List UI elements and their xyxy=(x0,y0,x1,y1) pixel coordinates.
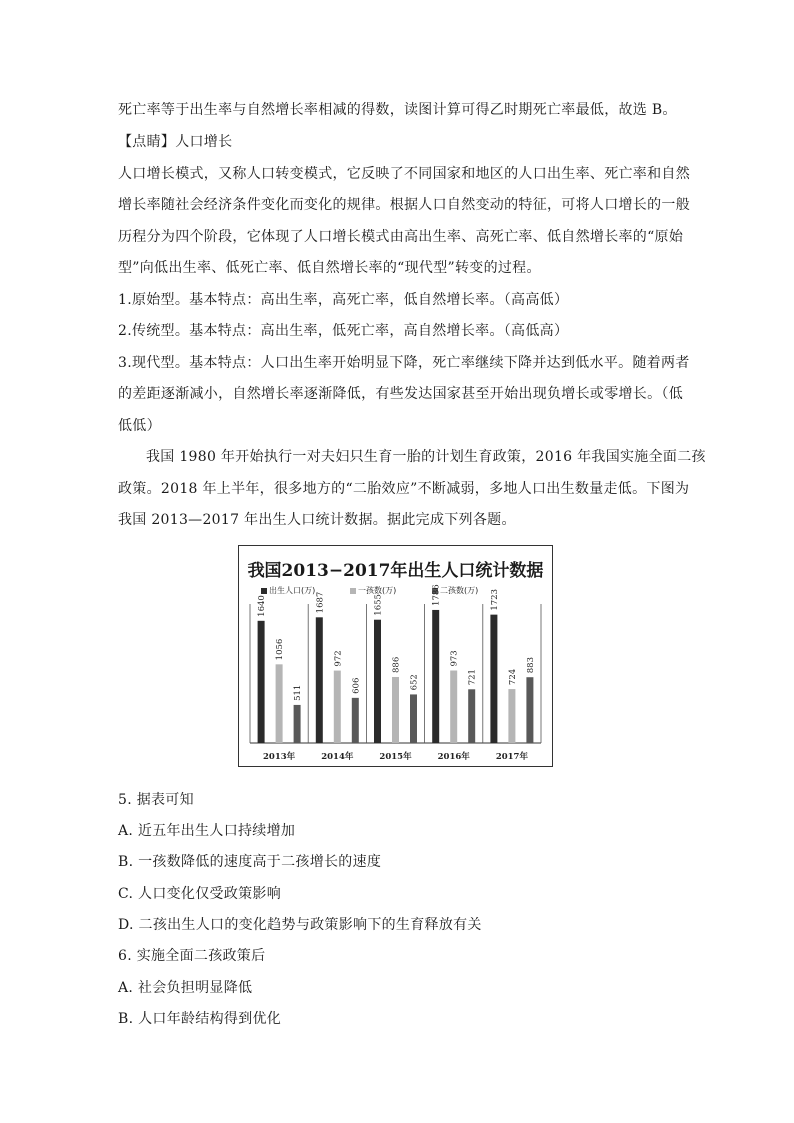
data-label: 1640 xyxy=(257,595,268,617)
x-tick-label: 2016年 xyxy=(437,752,470,762)
bar xyxy=(352,698,359,743)
question-6: 6. 实施全面二孩政策后 xyxy=(118,948,266,964)
paragraph-line: 政策。2018 年上半年，很多地方的“二胎效应”不断减弱，多地人口出生数量走低。下图为 xyxy=(118,481,690,497)
data-label: 1786 xyxy=(431,584,442,606)
option-5b: B. 一孩数降低的速度高于二孩增长的速度 xyxy=(118,854,382,870)
bar xyxy=(392,677,399,743)
x-tick-label: 2014年 xyxy=(321,752,354,762)
data-label: 721 xyxy=(467,669,478,686)
legend-label-births: 出生人口(万) xyxy=(269,586,316,595)
bar xyxy=(450,671,457,743)
paragraph-line: 我国 2013—2017 年出生人口统计数据。据此完成下列各题。 xyxy=(118,512,516,528)
bar xyxy=(276,664,283,743)
question-5: 5. 据表可知 xyxy=(118,792,194,808)
paragraph-line: 历程分为四个阶段，它体现了人口增长模式由高出生率、高死亡率、低自然增长率的“原始 xyxy=(118,229,684,245)
data-label: 1655 xyxy=(373,594,384,616)
data-label: 883 xyxy=(525,656,536,674)
legend-label-first-child: 一孩数(万) xyxy=(358,586,397,595)
option-5a: A. 近五年出生人口持续增加 xyxy=(118,823,296,839)
bar xyxy=(374,620,381,743)
data-label: 652 xyxy=(409,674,420,691)
bar xyxy=(526,677,533,743)
data-label: 972 xyxy=(333,650,344,667)
data-label: 886 xyxy=(391,656,402,673)
chart-title: 我国2013−2017年出生人口统计数据 xyxy=(247,561,544,581)
bar xyxy=(258,621,265,743)
data-label: 511 xyxy=(293,684,304,701)
legend-label-second-child: 二孩数(万) xyxy=(440,586,479,595)
data-label: 1723 xyxy=(489,588,500,611)
list-item: 1.原始型。基本特点：高出生率，高死亡率，低自然增长率。（高高低） xyxy=(118,292,569,308)
paragraph-line: 死亡率等于出生率与自然增长率相减的得数，读图计算可得乙时期死亡率最低，故选 B。 xyxy=(118,102,677,118)
list-item: 2.传统型。基本特点：高出生率，低死亡率，高自然增长率。（高低高） xyxy=(118,323,569,339)
data-label: 1687 xyxy=(315,591,326,614)
data-label: 606 xyxy=(351,677,362,694)
bar xyxy=(316,617,323,743)
option-6b: B. 人口年龄结构得到优化 xyxy=(118,1011,282,1027)
tip-heading: 【点睛】人口增长 xyxy=(118,134,233,150)
x-tick-label: 2017年 xyxy=(495,752,528,762)
paragraph-line: 我国 1980 年开始执行一对夫妇只生育一胎的计划生育政策，2016 年我国实施全面二孩 xyxy=(146,449,706,465)
option-5d: D. 二孩出生人口的变化趋势与政策影响下的生育释放有关 xyxy=(118,917,482,933)
paragraph-line: 人口增长模式，又称人口转变模式，它反映了不同国家和地区的人口出生率、死亡率和自然 xyxy=(118,166,690,182)
bar xyxy=(468,689,475,743)
bar xyxy=(508,689,515,743)
list-item: 3.现代型。基本特点：人口出生率开始明显下降，死亡率继续下降并达到低水平。随着两者 xyxy=(118,355,690,371)
chart-figure xyxy=(238,545,553,767)
option-6a: A. 社会负担明显降低 xyxy=(118,980,253,996)
paragraph-line: 增长率随社会经济条件变化而变化的规律。根据人口自然变动的特征，可将人口增长的一般 xyxy=(118,197,690,213)
paragraph-line: 的差距逐渐减小，自然增长率逐渐降低，有些发达国家甚至开始出现负增长或零增长。（低 xyxy=(118,386,683,402)
bar xyxy=(334,671,341,743)
bar xyxy=(432,610,439,743)
paragraph-line: 型”向低出生率、低死亡率、低自然增长率的“现代型”转变的过程。 xyxy=(118,260,541,276)
bar xyxy=(490,615,497,743)
bar xyxy=(294,705,301,743)
data-label: 724 xyxy=(507,668,518,686)
data-label: 1056 xyxy=(275,638,286,661)
x-tick-label: 2015年 xyxy=(379,752,412,762)
bar xyxy=(410,694,417,743)
paragraph-line: 低低） xyxy=(118,418,161,434)
data-label: 973 xyxy=(449,650,460,667)
option-5c: C. 人口变化仅受政策影响 xyxy=(118,886,282,902)
x-tick-label: 2013年 xyxy=(263,752,296,762)
chart-plot xyxy=(239,546,551,765)
